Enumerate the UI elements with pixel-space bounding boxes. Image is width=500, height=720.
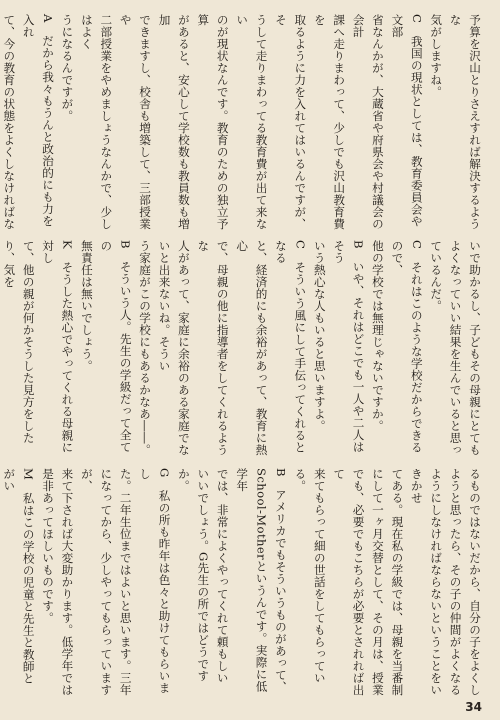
text-band-bottom xyxy=(2,468,484,696)
text-band-top xyxy=(2,14,484,236)
dialogue-text-middle: いで助かるし、子どもその母親にとても よくなっていい結果を生んでいると思っ ているんだ。 C それはこのような学校だからできるので、 他の学校では無理じゃないですか。 B いや、それはどこでも一人や二人はそう いう熱心な人もいると思いますよ。 C そういう風にして手伝ってくれるとなる と、経済的にも余裕があって、教育に熱心 で、母親の他に指導者をしてくれるような 人があって、家庭に余裕のある家庭でないと出来ないね。そうい う家庭がこの学校にもあるかなあ――。 B そういう人。先生の学級だって全ての 無責任は無いでしょう。 K そうした熱心でやってくれる母親に対し て、他の親が何かそうした見方をしたり、気を xyxy=(2,240,482,456)
text-band-middle xyxy=(2,240,484,462)
page-number: 34 xyxy=(465,700,482,714)
dialogue-text-top: 予算を沢山とりさえすれば解決するような 気がしますね。 C 我国の現状としては、教育委員会や文部 省なんかが、大蔵省や府県会や村議会の会計 課へ走りまわって、少しでも沢山教育費を 取るように力を入れてはいるんですが、そ うして走りまわってる教育費が出て来ない のが現状なんです。教育のための独立予算 があると、安心して学校数も教員数も増加 できますし、校舎も増築して、三部授業や 二部授業をやめましょうなんかで、少しはよく うになるんですが。 A だから我々もうんと政治的にも力を入れ て、今の教育の状態をよくしなければな xyxy=(2,14,482,230)
dialogue-text-bottom: るものではないだから、自分の子をよくし ようと思ったら、その子の仲間がよくなる ようにしなければならないということをいきかせ てある。現在私の学級では、母親を当番制 にして一ヶ月交替として、その月は、授業 でも、必要でもこちらが必要とされれば出て 来てもらって細の世話をしてもらっている。 B アメリカでもそういうものがあって、 School-Motherというんです。実際に低学年 では、非常によくやってくれて頼もしい いいでしょう。G先生の所ではどうです か。 G 私の所も昨年は色々と助けてもらいまし た。二年生位まではよいと思います。三年 になってから、少しやってもらっていますが、 来て下されば大変助かります。低学年では 是非あってほしいものです。 M 私はこの学校の児童と先生と教師とがい xyxy=(2,468,482,696)
